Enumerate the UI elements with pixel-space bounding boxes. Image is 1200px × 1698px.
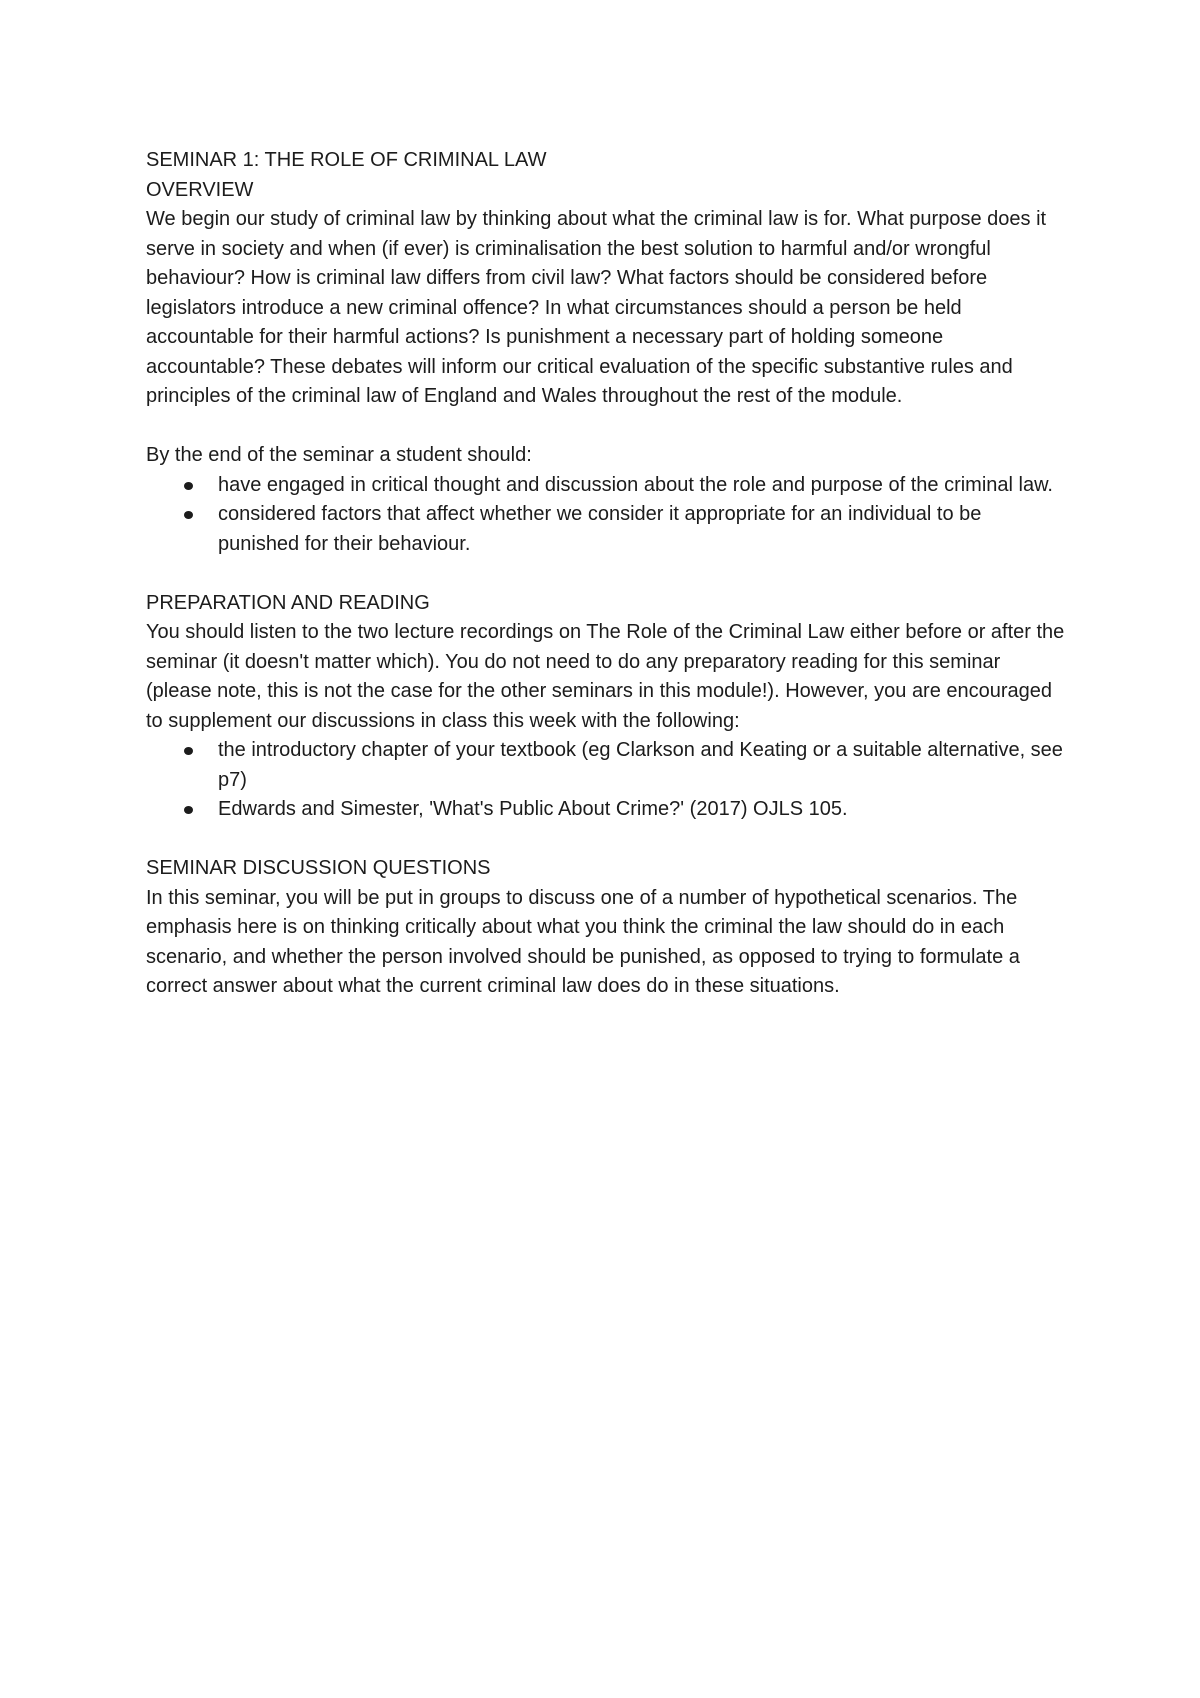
- preparation-heading: PREPARATION AND READING: [146, 591, 430, 614]
- bullet-icon: [184, 482, 193, 490]
- list-item-text: have engaged in critical thought and discussion about the role and purpose of the criminal law.: [218, 473, 1053, 496]
- list-item: [218, 736, 1066, 795]
- discussion-paragraph: In this seminar, you will be put in groups to discuss one of a number of hypothetical scenarios. The emphasis here is on thinking critically about what you think the criminal the law should do in each scenario, and whether the person involved should be punished, as opposed to trying to formulate a correct answer about what the current criminal law does do in these situations.: [146, 886, 1020, 997]
- reading-list: [146, 736, 1066, 825]
- outcomes-intro: By the end of the seminar a student should:: [146, 444, 532, 466]
- bullet-icon: [184, 511, 193, 519]
- list-item: [218, 500, 1066, 559]
- list-item: [218, 795, 1066, 825]
- list-item-text: Edwards and Simester, 'What's Public About Crime?' (2017) OJLS 105.: [218, 798, 848, 820]
- outcomes-list: [146, 471, 1066, 560]
- spacer: [146, 559, 1066, 589]
- overview-heading: OVERVIEW: [146, 178, 254, 201]
- list-item-text: considered factors that affect whether we consider it appropriate for an individual to be punished for their behaviour.: [218, 503, 982, 555]
- bullet-icon: [184, 806, 193, 814]
- document-page: [146, 146, 1066, 1002]
- spacer: [146, 412, 1066, 442]
- discussion-heading: SEMINAR DISCUSSION QUESTIONS: [146, 857, 491, 879]
- preparation-paragraph: You should listen to the two lecture recordings on The Role of the Criminal Law either before or after the seminar (it doesn't matter which). You do not need to do any preparatory reading for this seminar (please note, this is not the case for the other seminars in this module!). However, you are encouraged to supplement our discussions in class this week with the following:: [146, 621, 1065, 732]
- bullet-icon: [184, 747, 193, 755]
- spacer: [146, 825, 1066, 855]
- list-item-text: the introductory chapter of your textbook (eg Clarkson and Keating or a suitable alternative, see p7): [218, 739, 1063, 791]
- overview-paragraph: We begin our study of criminal law by thinking about what the criminal law is for. What purpose does it serve in society and when (if ever) is criminalisation the best solution to harmful and/or wrongful behaviour? How is criminal law differs from civil law? What factors should be considered before legislators introduce a new criminal offence? In what circumstances should a person be held accountable for their harmful actions? Is punishment a necessary part of holding someone accountable? These debates will inform our critical evaluation of the specific substantive rules and principles of the criminal law of England and Wales throughout the rest of the module.: [146, 208, 1047, 407]
- list-item: [218, 471, 1066, 501]
- document-title: SEMINAR 1: THE ROLE OF CRIMINAL LAW: [146, 149, 547, 171]
